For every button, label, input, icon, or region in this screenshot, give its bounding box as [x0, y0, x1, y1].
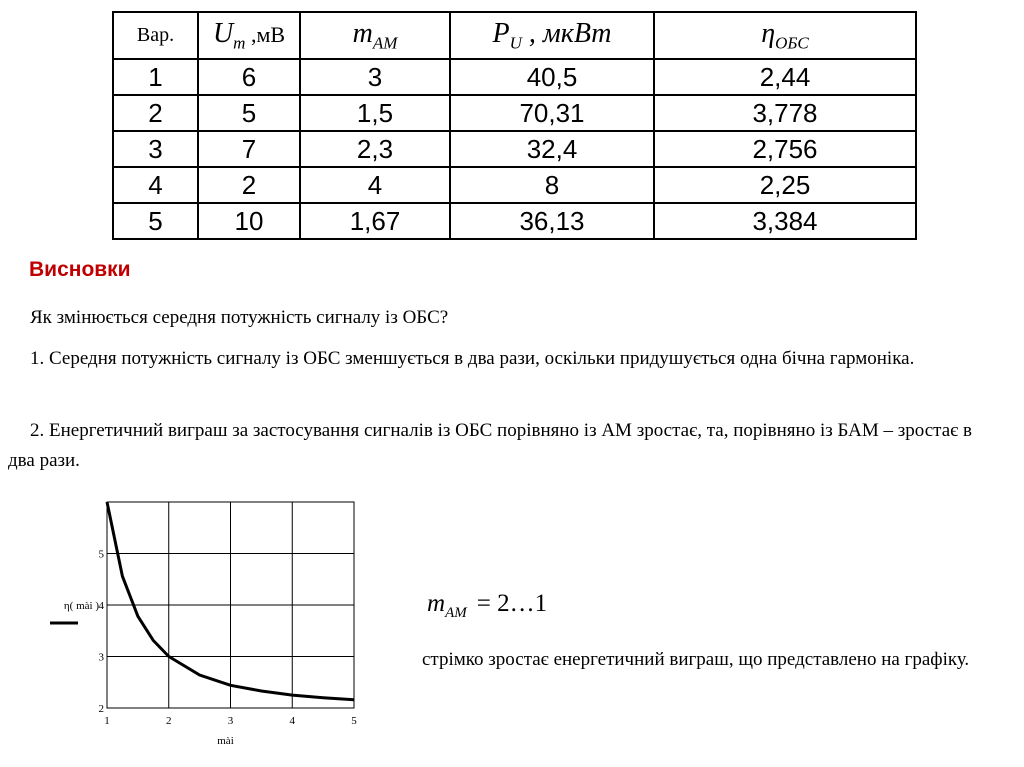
conclusions-heading: Висновки [29, 258, 131, 281]
formula-value: = 2…1 [476, 590, 548, 617]
table-cell: 6 [198, 59, 300, 95]
table-cell: 1,5 [300, 95, 450, 131]
formula-note: стрімко зростає енергетичний виграш, що представлено на графіку. [422, 649, 970, 670]
x-tick-label: 5 [351, 715, 357, 727]
table-row [113, 167, 916, 203]
table-header-row [113, 12, 916, 59]
table-cell: 3,384 [654, 203, 916, 239]
table-row [113, 131, 916, 167]
header-mam: $m_{AM}$ [300, 12, 450, 59]
table-cell: 1 [113, 59, 198, 95]
table-cell: 2,25 [654, 167, 916, 203]
table-cell: 5 [198, 95, 300, 131]
table-cell: 32,4 [450, 131, 654, 167]
header-pu: $P_U$ , мкВт [450, 12, 654, 59]
chart-grid [107, 502, 354, 708]
table-cell: 3 [113, 131, 198, 167]
table-row [113, 203, 916, 239]
table-cell: 10 [198, 203, 300, 239]
header-eta: $\eta_{ОБС}$ [654, 12, 916, 59]
formula-variable: m [427, 590, 446, 617]
formula-subscript: AM [445, 605, 467, 621]
x-tick-label: 3 [227, 715, 234, 727]
x-tick-label: 2 [166, 715, 172, 727]
x-axis-label: mài [217, 735, 234, 747]
table-cell: 70,31 [450, 95, 654, 131]
table-cell: 2 [198, 167, 300, 203]
y-tick-label: 3 [98, 651, 104, 664]
table-cell: 2 [113, 95, 198, 131]
table-cell: 3,778 [654, 95, 916, 131]
x-tick-label: 4 [289, 715, 295, 727]
table-cell: 40,5 [450, 59, 654, 95]
table-row [113, 95, 916, 131]
table-cell: 4 [300, 167, 450, 203]
table-cell: 1,67 [300, 203, 450, 239]
conclusion-item-2: 2. Енергетичний виграш за застосування сигналів із ОБС порівняно із АМ зростає, та, порівняно із БАМ – зростає в два рази. [8, 420, 973, 471]
header-um: $U_m$ ,мВ [198, 12, 300, 59]
table-row [113, 59, 916, 95]
table-cell: 2,44 [654, 59, 916, 95]
table-cell: 2,756 [654, 131, 916, 167]
conclusion-item-1: 1. Середня потужність сигналу із ОБС зменшується в два рази, оскільки придушується одна бічна гармоніка. [30, 348, 915, 369]
y-tick-label: 4 [98, 600, 104, 612]
results-table [112, 11, 917, 240]
table-cell: 8 [450, 167, 654, 203]
table-cell: 5 [113, 203, 198, 239]
question-text: Як змінюється середня потужність сигналу із ОБС? [30, 307, 449, 328]
chart-ticks [99, 549, 358, 728]
table-cell: 3 [300, 59, 450, 95]
table-cell: 2,3 [300, 131, 450, 167]
header-variant: Вар. [113, 12, 198, 59]
table-cell: 7 [198, 131, 300, 167]
efficiency-chart [40, 490, 380, 752]
y-axis-label: η( mài ) [63, 600, 99, 612]
y-tick-label: 5 [98, 548, 104, 561]
formula [427, 590, 547, 622]
y-tick-label: 2 [98, 703, 104, 715]
x-tick-label: 1 [104, 715, 110, 727]
table-cell: 4 [113, 167, 198, 203]
table-cell: 36,13 [450, 203, 654, 239]
